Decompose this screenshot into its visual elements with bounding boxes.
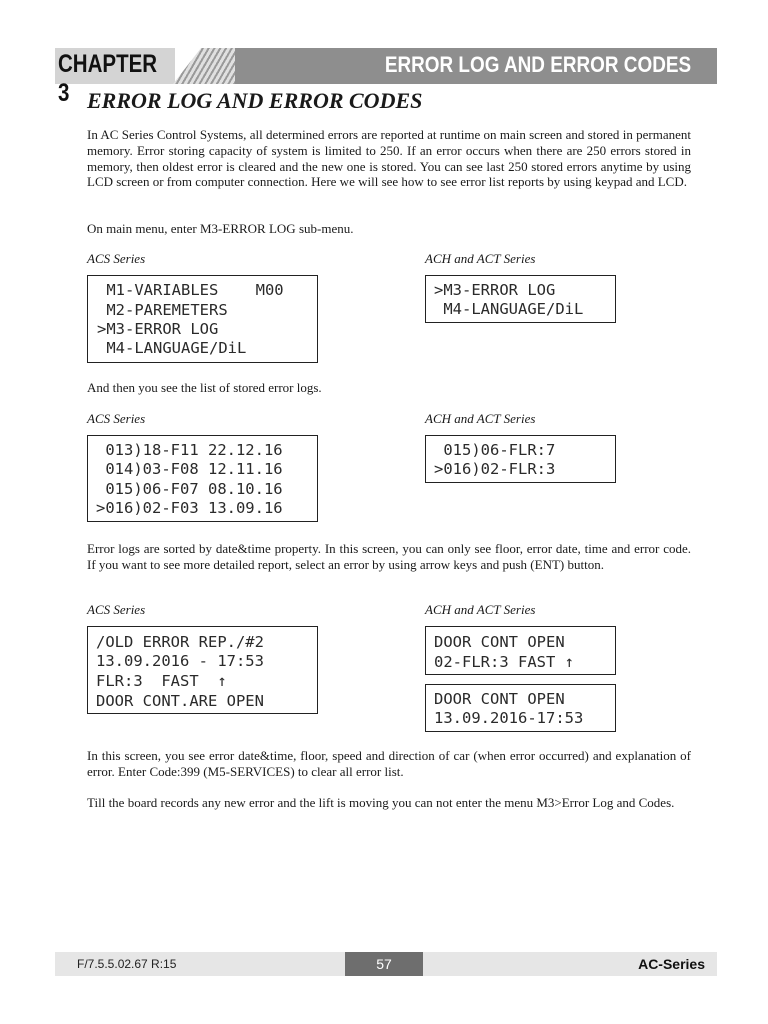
caption-acs-2: ACS Series <box>87 411 146 426</box>
lcd-line: 014)03-F08 12.11.16 <box>96 460 283 478</box>
lcd-error-detail-acs <box>87 626 318 714</box>
lcd-line: DOOR CONT OPEN <box>434 690 565 708</box>
page-title: ERROR LOG AND ERROR CODES <box>87 88 423 113</box>
lcd-line: >016)02-FLR:3 <box>434 460 556 478</box>
lcd-line: 015)06-F07 08.10.16 <box>96 480 283 498</box>
document-code: F/7.5.5.02.67 R:15 <box>77 957 177 971</box>
lcd-line: /OLD ERROR REP./#2 <box>96 633 264 651</box>
lcd-error-detail-ach-1 <box>425 626 616 675</box>
lcd-menu-ach <box>425 275 616 323</box>
list-intro-paragraph: And then you see the list of stored error logs. <box>87 380 322 395</box>
section-title: ERROR LOG AND ERROR CODES <box>384 52 691 77</box>
chapter-number: CHAPTER 3 <box>58 50 158 107</box>
caption-acs-3: ACS Series <box>87 602 146 617</box>
detail-paragraph: In this screen, you see error date&time, floor, speed and direction of car (when error occurred) and explanation of error. Enter Code:399 (M5-SERVICES) to clear all error list. <box>87 748 691 779</box>
caption-ach-2: ACH and ACT Series <box>425 411 536 426</box>
page-footer <box>55 952 717 976</box>
lcd-line: M2-PAREMETERS <box>97 301 228 319</box>
lcd-line: >016)02-F03 13.09.16 <box>96 499 283 517</box>
lcd-line: 015)06-FLR:7 <box>434 441 556 459</box>
lcd-line: 02-FLR:3 FAST ↑ <box>434 653 574 671</box>
lcd-line: >M3-ERROR LOG <box>434 281 556 299</box>
lcd-line: M1-VARIABLES M00 <box>97 281 284 299</box>
lcd-line: 13.09.2016 - 17:53 <box>96 652 264 670</box>
lcd-line: FLR:3 FAST ↑ <box>96 672 227 690</box>
lcd-line: 013)18-F11 22.12.16 <box>96 441 283 459</box>
enter-menu-paragraph: On main menu, enter M3-ERROR LOG sub-menu. <box>87 221 354 236</box>
lcd-line: M4-LANGUAGE/DiL <box>97 339 247 357</box>
sorted-paragraph: Error logs are sorted by date&time property. In this screen, you can only see floor, error date, time and error code. If you want to see more detailed report, select an error by using arrow keys and push (ENT) button. <box>87 541 691 572</box>
lcd-line: M4-LANGUAGE/DiL <box>434 300 584 318</box>
caption-ach-1: ACH and ACT Series <box>425 251 536 266</box>
chapter-header <box>55 48 717 107</box>
lcd-line: >M3-ERROR LOG <box>97 320 219 338</box>
brand-name: AC-Series <box>638 956 705 972</box>
lcd-line: 13.09.2016-17:53 <box>434 709 584 727</box>
chapter-label-band <box>55 48 175 107</box>
lcd-line: DOOR CONT.ARE OPEN <box>96 692 264 710</box>
page-number: 57 <box>345 952 423 976</box>
lcd-menu-acs <box>87 275 318 363</box>
note-paragraph: Till the board records any new error and the lift is moving you can not enter the menu M3>Error Log and Codes. <box>87 795 675 810</box>
lcd-error-list-acs <box>87 435 318 522</box>
lcd-error-list-ach <box>425 435 616 483</box>
lcd-line: DOOR CONT OPEN <box>434 633 565 651</box>
caption-acs-1: ACS Series <box>87 251 146 266</box>
lcd-error-detail-ach-2 <box>425 684 616 732</box>
intro-paragraph: In AC Series Control Systems, all determined errors are reported at runtime on main screen and stored in permanent memory. Error storing capacity of system is limited to 250. If an error occurs when there are 250 errors stored in memory, then oldest error is cleared and the new one is stored. You can see last 250 stored errors anytime by using LCD screen or from computer connection. Here we will see how to see error list reports by using keypad and LCD. <box>87 127 691 190</box>
caption-ach-3: ACH and ACT Series <box>425 602 536 617</box>
section-title-band <box>235 48 717 84</box>
